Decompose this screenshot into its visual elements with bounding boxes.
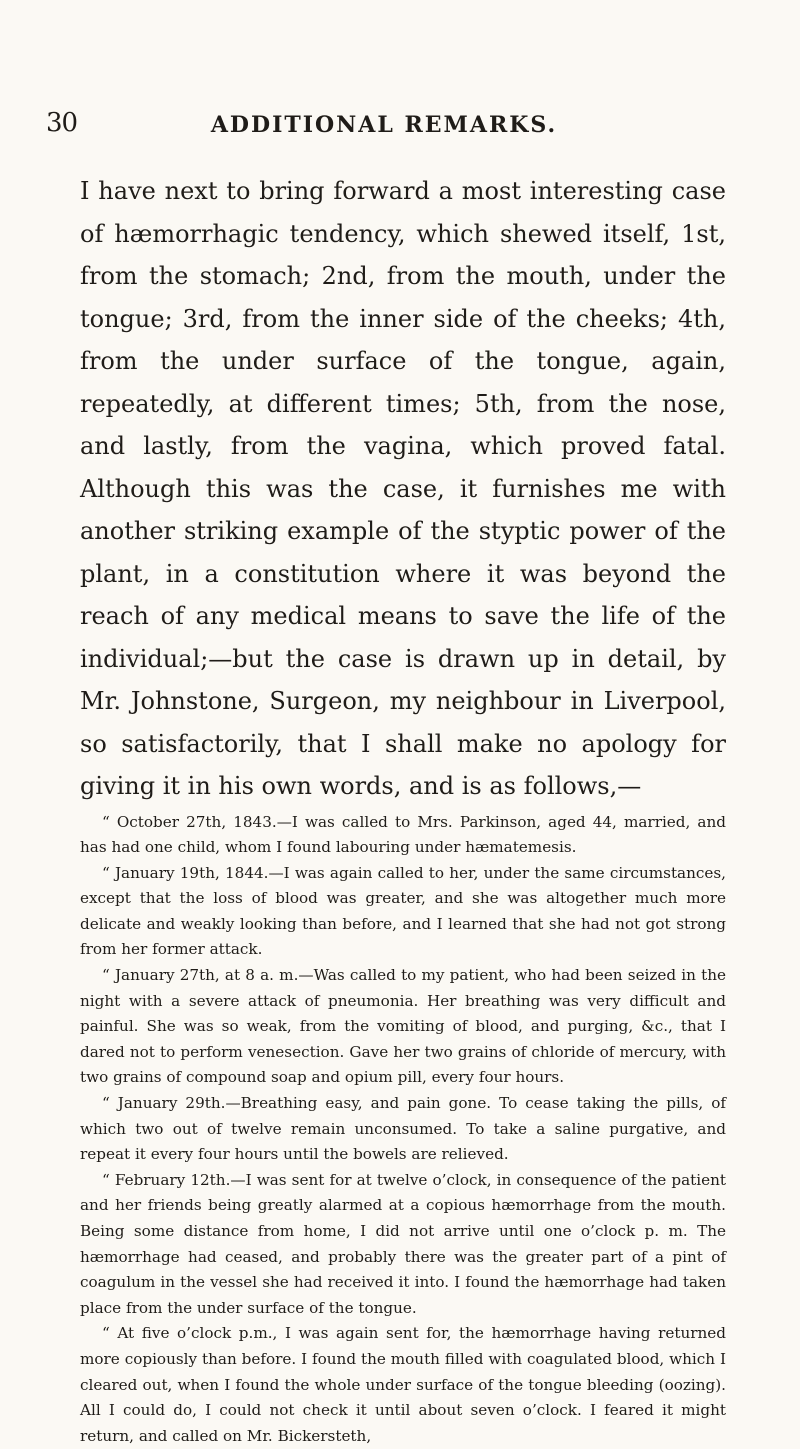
running-title: ADDITIONAL REMARKS. (46, 112, 722, 138)
case-entry-five-oclock: “ At five o’clock p.m., I was again sent for, the hæmorrhage having returned more copiously than before. I found the mouth filled with coagulated blood, which I cleared out, when I found the whole under surface of the tongue bleeding (oozing). All I could do, I could not check it until about seven o’clock. I feared it might return, and called on Mr. Bickersteth, (80, 1321, 726, 1449)
page-number: 30 (46, 108, 77, 138)
case-entry-jan-29: “ January 29th.—Breathing easy, and pain gone. To cease taking the pills, of which two out of twelve remain unconsumed. To take a saline purgative, and repeat it every four hours until the bowels are relieved. (80, 1091, 726, 1168)
case-entry-jan-27: “ January 27th, at 8 a. m.—Was called to my patient, who had been seized in the night with a severe attack of pneumonia. Her breathing was very difficult and painful. She was so weak, from the vomiting of blood, and purging, &c., that I dared not to perform venesection. Gave her two grains of chloride of mercury, with two grains of compound soap and opium pill, every four hours. (80, 963, 726, 1091)
intro-paragraph: I have next to bring forward a most interesting case of hæmorrhagic tendency, which shewed itself, 1st, from the stomach; 2nd, from the mouth, under the tongue; 3rd, from the inner side of the cheeks; 4th, from the under surface of the tongue, again, repeatedly, at different times; 5th, from the nose, and lastly, from the vagina, which proved fatal. Although this was the case, it furnishes me with another striking example of the styptic power of the plant, in a constitution where it was beyond the reach of any medical means to save the life of the individual;—but the case is drawn up in detail, by Mr. Johnstone, Surgeon, my neighbour in Liverpool, so satisfactorily, that I shall make no apology for giving it in his own words, and is as follows,— (80, 170, 726, 808)
case-entry-jan-19: “ January 19th, 1844.—I was again called to her, under the same circumstances, except that the loss of blood was greater, and she was altogether much more delicate and weakly looking than before, and I learned that she had not got strong from her former attack. (80, 861, 726, 963)
case-entry-feb-12: “ February 12th.—I was sent for at twelve o’clock, in consequence of the patient and her friends being greatly alarmed at a copious hæmorrhage from the mouth. Being some distance from home, I did not arrive until one o’clock p. m. The hæmorrhage had ceased, and probably there was the greater part of a pint of coagulum in the vessel she had received it into. I found the hæmorrhage had taken place from the under surface of the tongue. (80, 1168, 726, 1322)
body-text (80, 170, 726, 1449)
page-header (46, 108, 722, 144)
intro-section (80, 170, 726, 808)
case-notes (80, 810, 726, 1449)
case-entry-oct-27: “ October 27th, 1843.—I was called to Mrs. Parkinson, aged 44, married, and has had one child, whom I found labouring under hæmatemesis. (80, 810, 726, 861)
